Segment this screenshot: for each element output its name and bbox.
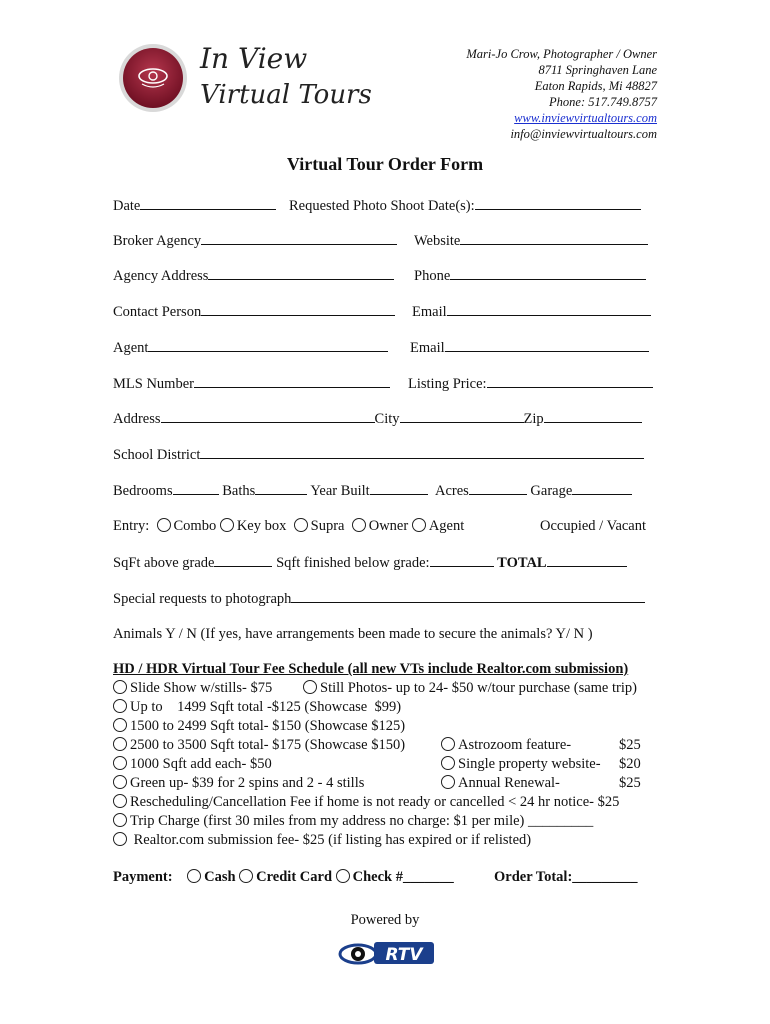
single-website-label: Single property website-	[458, 756, 601, 772]
sqft-below-field[interactable]	[430, 554, 494, 567]
logo-text-line1: In View	[200, 42, 308, 75]
phone-field[interactable]	[450, 267, 646, 280]
realtor-fee-label: Realtor.com submission fee- $25 (if listing has expired or if relisted)	[130, 832, 532, 848]
company-logo	[118, 40, 372, 130]
contact-person-field[interactable]	[201, 303, 395, 316]
credit-card-label: Credit Card	[256, 869, 333, 885]
slide-show-label: Slide Show w/stills- $75	[130, 680, 273, 696]
agent-radio[interactable]	[412, 518, 426, 532]
city-state: Eaton Rapids, Mi 48827	[534, 79, 657, 93]
fee-schedule-heading: HD / HDR Virtual Tour Fee Schedule (all new VTs include Realtor.com submission)	[113, 661, 629, 677]
sqft-above-label: SqFt above grade	[113, 555, 215, 571]
sqft-1500-radio[interactable]	[113, 718, 127, 732]
credit-card-radio[interactable]	[239, 869, 253, 883]
baths-field[interactable]	[255, 482, 307, 495]
form-title: Virtual Tour Order Form	[286, 154, 484, 174]
still-photos-radio[interactable]	[303, 680, 317, 694]
payment-label: Payment:	[113, 869, 173, 885]
single-website-price: $20	[619, 756, 641, 772]
zip-label: Zip	[523, 411, 544, 427]
year-built-field[interactable]	[370, 482, 428, 495]
photo-date-label: Requested Photo Shoot Date(s):	[289, 198, 475, 214]
check-label: Check #_______	[352, 869, 454, 885]
city-label: City	[374, 411, 400, 427]
acres-label: Acres	[434, 483, 469, 499]
mls-field[interactable]	[194, 375, 390, 388]
sqft-1000-add-label: 1000 Sqft add each- $50	[130, 756, 272, 772]
sqft-below-label: Sqft finished below grade:	[276, 555, 430, 571]
rtv-logo-graphic	[338, 936, 438, 970]
email-field-1[interactable]	[447, 303, 651, 316]
combo-radio[interactable]	[157, 518, 171, 532]
broker-field[interactable]	[201, 232, 397, 245]
rtv-logo-text: RTV	[385, 945, 423, 965]
acres-field[interactable]	[469, 482, 527, 495]
check-radio[interactable]	[336, 869, 350, 883]
agent-radio-label: Agent	[428, 518, 465, 534]
cash-label: Cash	[204, 869, 236, 885]
mls-label: MLS Number	[113, 376, 194, 392]
keybox-label: Key box	[236, 518, 287, 534]
website-link[interactable]: www.inviewvirtualtours.com	[514, 111, 657, 125]
zip-field[interactable]	[544, 410, 642, 423]
special-requests-field[interactable]	[291, 590, 645, 603]
rtv-logo	[338, 936, 438, 970]
owner-radio[interactable]	[352, 518, 366, 532]
astrozoom-label: Astrozoom feature-	[458, 737, 572, 753]
address-field[interactable]	[161, 410, 375, 423]
owner-label: Owner	[368, 518, 409, 534]
animals-question: Animals Y / N (If yes, have arrangements been made to secure the animals? Y/ N )	[113, 626, 593, 642]
phone-number: Phone: 517.749.8757	[549, 95, 657, 109]
garage-field[interactable]	[572, 482, 632, 495]
entry-options	[113, 518, 464, 535]
owner-name: Mari-Jo Crow, Photographer / Owner	[466, 47, 657, 61]
green-up-label: Green up- $39 for 2 spins and 2 - 4 stills	[130, 775, 365, 791]
school-district-field[interactable]	[200, 446, 644, 459]
upto-1499-radio[interactable]	[113, 699, 127, 713]
rescheduling-radio[interactable]	[113, 794, 127, 808]
total-label: TOTAL	[497, 555, 547, 571]
still-photos-label: Still Photos- up to 24- $50 w/tour purchase (same trip)	[320, 680, 637, 696]
single-website-radio[interactable]	[441, 756, 455, 770]
entry-label: Entry:	[113, 518, 150, 534]
total-field[interactable]	[547, 554, 627, 567]
school-district-label: School District	[113, 447, 201, 463]
website-field[interactable]	[460, 232, 648, 245]
broker-label: Broker Agency	[113, 233, 202, 249]
contact-block	[466, 46, 657, 142]
realtor-fee-radio[interactable]	[113, 832, 127, 846]
astrozoom-radio[interactable]	[441, 737, 455, 751]
email-label-1: Email	[412, 304, 447, 320]
sqft-1000-add-radio[interactable]	[113, 756, 127, 770]
email-address: info@inviewvirtualtours.com	[510, 127, 657, 141]
phone-label: Phone	[414, 268, 451, 284]
bedrooms-field[interactable]	[173, 482, 219, 495]
combo-label: Combo	[173, 518, 217, 534]
cash-radio[interactable]	[187, 869, 201, 883]
logo-text-line2: Virtual Tours	[200, 80, 372, 110]
bedrooms-label: Bedrooms	[113, 483, 173, 499]
keybox-radio[interactable]	[220, 518, 234, 532]
trip-charge-label: Trip Charge (first 30 miles from my address no charge: $1 per mile) _________	[130, 813, 594, 829]
website-label: Website	[414, 233, 461, 249]
street-address: 8711 Springhaven Lane	[538, 63, 657, 77]
sqft-2500-label: 2500 to 3500 Sqft total- $175 (Showcase $150)	[130, 737, 406, 753]
agency-address-field[interactable]	[208, 267, 394, 280]
annual-renewal-label: Annual Renewal-	[458, 775, 560, 791]
year-built-label: Year Built	[310, 483, 370, 499]
supra-radio[interactable]	[294, 518, 308, 532]
date-field[interactable]	[140, 197, 276, 210]
agent-field[interactable]	[148, 339, 388, 352]
photo-date-field[interactable]	[475, 197, 641, 210]
green-up-radio[interactable]	[113, 775, 127, 789]
powered-by-text: Powered by	[350, 912, 420, 928]
slide-show-radio[interactable]	[113, 680, 127, 694]
listing-price-field[interactable]	[487, 375, 653, 388]
astrozoom-price: $25	[619, 737, 641, 753]
sqft-1500-label: 1500 to 2499 Sqft total- $150 (Showcase $125)	[130, 718, 406, 734]
rescheduling-label: Rescheduling/Cancellation Fee if home is not ready or cancelled < 24 hr notice- $25	[130, 794, 620, 810]
sqft-above-field[interactable]	[214, 554, 272, 567]
garage-label: Garage	[530, 483, 573, 499]
occupied-vacant: Occupied / Vacant	[540, 518, 647, 534]
date-label: Date	[113, 198, 141, 214]
agent-label: Agent	[113, 340, 149, 356]
email-label-2: Email	[410, 340, 445, 356]
upto-1499-label: Up to 1499 Sqft total -$125 (Showcase $99)	[130, 699, 402, 715]
contact-person-label: Contact Person	[113, 304, 202, 320]
annual-renewal-radio[interactable]	[441, 775, 455, 789]
address-label: Address	[113, 411, 161, 427]
order-total[interactable]: Order Total:_________	[494, 869, 638, 885]
annual-renewal-price: $25	[619, 775, 641, 791]
agency-address-label: Agency Address	[113, 268, 209, 284]
trip-charge-radio[interactable]	[113, 813, 127, 827]
baths-label: Baths	[222, 483, 256, 499]
city-field[interactable]	[400, 410, 524, 423]
supra-label: Supra	[310, 518, 345, 534]
sqft-2500-radio[interactable]	[113, 737, 127, 751]
listing-price-label: Listing Price:	[408, 376, 487, 392]
special-requests-label: Special requests to photograph	[113, 591, 292, 607]
email-field-2[interactable]	[445, 339, 649, 352]
